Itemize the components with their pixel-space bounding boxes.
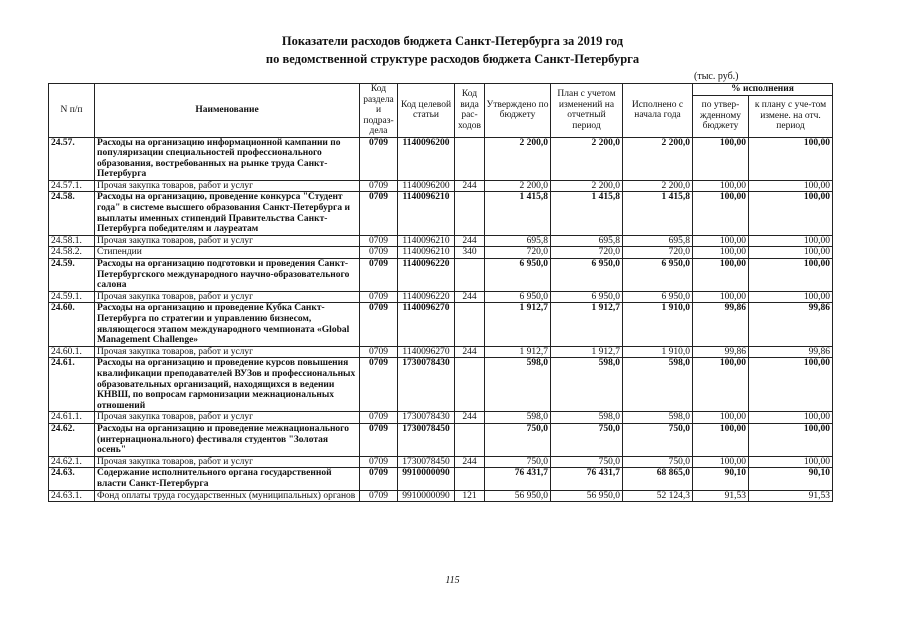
cell-pct-plan: 90,10 — [749, 468, 833, 490]
cell-article: 1730078430 — [398, 412, 455, 424]
cell-section: 0709 — [360, 423, 398, 456]
cell-approved: 6 950,0 — [485, 259, 551, 292]
cell-article: 1140096270 — [398, 303, 455, 346]
cell-approved: 1 415,8 — [485, 192, 551, 235]
cell-pct-approved: 99,86 — [693, 303, 749, 346]
cell-pct-plan: 100,00 — [749, 259, 833, 292]
table-row — [49, 247, 833, 259]
cell-num: 24.61. — [49, 358, 95, 412]
report-title-line1: Показатели расходов бюджета Санкт-Петербурга за 2019 год — [281, 34, 624, 48]
header-pct-plan: к плану с уче-том измене. на отч. период — [749, 95, 833, 137]
header-plan: План с учетом изменений на отчетный период — [551, 84, 623, 138]
table-row — [49, 412, 833, 424]
cell-type — [455, 137, 485, 180]
cell-article: 1140096210 — [398, 247, 455, 259]
cell-num: 24.57.1. — [49, 180, 95, 192]
cell-plan: 750,0 — [551, 423, 623, 456]
cell-plan: 2 200,0 — [551, 180, 623, 192]
header-section: Код раздела и подраз-дела — [360, 84, 398, 138]
cell-pct-plan: 100,00 — [749, 358, 833, 412]
cell-section: 0709 — [360, 235, 398, 247]
cell-plan: 2 200,0 — [551, 137, 623, 180]
cell-name: Расходы на организацию и проведение курсов повышения квалификации преподавателей ВУЗов и профессиональных образовательных организаций, находящихся в ведении КНВШ, по вопросам гармонизации межнациональных отношений — [95, 358, 360, 412]
cell-executed: 750,0 — [623, 456, 693, 468]
expenses-table — [48, 83, 833, 502]
table-row — [49, 235, 833, 247]
cell-executed: 68 865,0 — [623, 468, 693, 490]
cell-name: Прочая закупка товаров, работ и услуг — [95, 456, 360, 468]
cell-type: 244 — [455, 235, 485, 247]
table-row — [49, 192, 833, 235]
cell-num: 24.63.1. — [49, 490, 95, 502]
cell-name: Прочая закупка товаров, работ и услуг — [95, 346, 360, 358]
cell-pct-approved: 100,00 — [693, 358, 749, 412]
report-title-line2: по ведомственной структуре расходов бюджета Санкт-Петербурга — [265, 52, 640, 66]
cell-approved: 750,0 — [485, 423, 551, 456]
cell-num: 24.63. — [49, 468, 95, 490]
cell-section: 0709 — [360, 180, 398, 192]
table-row — [49, 346, 833, 358]
cell-executed: 52 124,3 — [623, 490, 693, 502]
cell-pct-approved: 100,00 — [693, 291, 749, 303]
cell-plan: 598,0 — [551, 358, 623, 412]
cell-article: 1140096220 — [398, 291, 455, 303]
cell-name: Расходы на организацию и проведение межнационального (интернационального) фестиваля студентов "Золотая осень" — [95, 423, 360, 456]
cell-type: 244 — [455, 412, 485, 424]
cell-executed: 2 200,0 — [623, 137, 693, 180]
cell-name: Расходы на организацию подготовки и проведения Санкт-Петербургского международного научно-образовательного салона — [95, 259, 360, 292]
cell-type: 121 — [455, 490, 485, 502]
cell-pct-plan: 100,00 — [749, 137, 833, 180]
cell-pct-plan: 100,00 — [749, 423, 833, 456]
cell-name: Расходы на организацию информационной кампании по популяризации специальностей профессионального образования, востребованных на рынке труда Санкт-Петербурга — [95, 137, 360, 180]
cell-plan: 720,0 — [551, 247, 623, 259]
cell-name: Прочая закупка товаров, работ и услуг — [95, 235, 360, 247]
cell-type — [455, 303, 485, 346]
cell-num: 24.59.1. — [49, 291, 95, 303]
cell-article: 1140096220 — [398, 259, 455, 292]
cell-approved: 598,0 — [485, 358, 551, 412]
cell-approved: 56 950,0 — [485, 490, 551, 502]
cell-pct-approved: 100,00 — [693, 235, 749, 247]
cell-article: 1140096200 — [398, 180, 455, 192]
cell-section: 0709 — [360, 490, 398, 502]
cell-pct-approved: 100,00 — [693, 412, 749, 424]
table-row — [49, 259, 833, 292]
cell-article: 1140096270 — [398, 346, 455, 358]
cell-executed: 2 200,0 — [623, 180, 693, 192]
table-row — [49, 303, 833, 346]
cell-approved: 1 912,7 — [485, 303, 551, 346]
cell-pct-plan: 100,00 — [749, 247, 833, 259]
cell-pct-plan: 100,00 — [749, 456, 833, 468]
cell-num: 24.61.1. — [49, 412, 95, 424]
cell-type: 244 — [455, 180, 485, 192]
cell-num: 24.58.1. — [49, 235, 95, 247]
cell-type: 244 — [455, 456, 485, 468]
cell-article: 1730078430 — [398, 358, 455, 412]
cell-plan: 6 950,0 — [551, 291, 623, 303]
cell-num: 24.58. — [49, 192, 95, 235]
cell-pct-approved: 91,53 — [693, 490, 749, 502]
cell-approved: 6 950,0 — [485, 291, 551, 303]
cell-executed: 598,0 — [623, 358, 693, 412]
cell-pct-plan: 91,53 — [749, 490, 833, 502]
cell-pct-approved: 99,86 — [693, 346, 749, 358]
cell-executed: 6 950,0 — [623, 291, 693, 303]
cell-approved: 2 200,0 — [485, 180, 551, 192]
cell-name: Прочая закупка товаров, работ и услуг — [95, 412, 360, 424]
cell-plan: 750,0 — [551, 456, 623, 468]
cell-pct-plan: 99,86 — [749, 303, 833, 346]
cell-type — [455, 423, 485, 456]
cell-section: 0709 — [360, 247, 398, 259]
cell-name: Содержание исполнительного органа государственной власти Санкт-Петербурга — [95, 468, 360, 490]
cell-approved: 1 912,7 — [485, 346, 551, 358]
header-num: N п/п — [49, 84, 95, 138]
cell-plan: 1 912,7 — [551, 346, 623, 358]
cell-name: Стипендии — [95, 247, 360, 259]
cell-num: 24.59. — [49, 259, 95, 292]
table-row — [49, 490, 833, 502]
cell-executed: 1 910,0 — [623, 346, 693, 358]
cell-type: 244 — [455, 346, 485, 358]
cell-pct-approved: 100,00 — [693, 180, 749, 192]
cell-pct-plan: 100,00 — [749, 192, 833, 235]
cell-name: Прочая закупка товаров, работ и услуг — [95, 291, 360, 303]
table-row — [49, 358, 833, 412]
cell-plan: 76 431,7 — [551, 468, 623, 490]
header-type: Код вида рас-ходов — [455, 84, 485, 138]
header-name: Наименование — [95, 84, 360, 138]
cell-name: Расходы на организацию и проведение Кубка Санкт-Петербурга по стратегии и управлению бизнесом, являющегося этапом международного чемпионата «Global Management Challenge» — [95, 303, 360, 346]
cell-section: 0709 — [360, 468, 398, 490]
cell-type — [455, 192, 485, 235]
cell-section: 0709 — [360, 456, 398, 468]
cell-article: 1730078450 — [398, 423, 455, 456]
cell-pct-plan: 100,00 — [749, 412, 833, 424]
cell-type — [455, 468, 485, 490]
cell-type: 340 — [455, 247, 485, 259]
cell-approved: 598,0 — [485, 412, 551, 424]
cell-plan: 6 950,0 — [551, 259, 623, 292]
cell-type — [455, 358, 485, 412]
cell-approved: 720,0 — [485, 247, 551, 259]
cell-article: 1140096210 — [398, 192, 455, 235]
cell-approved: 750,0 — [485, 456, 551, 468]
cell-pct-approved: 100,00 — [693, 259, 749, 292]
cell-name: Фонд оплаты труда государственных (муниципальных) органов — [95, 490, 360, 502]
cell-plan: 598,0 — [551, 412, 623, 424]
cell-section: 0709 — [360, 303, 398, 346]
table-row — [49, 137, 833, 180]
cell-article: 1140096210 — [398, 235, 455, 247]
cell-article: 9910000090 — [398, 490, 455, 502]
cell-pct-approved: 100,00 — [693, 137, 749, 180]
cell-num: 24.62. — [49, 423, 95, 456]
cell-pct-plan: 99,86 — [749, 346, 833, 358]
units-label: (тыс. руб.) — [694, 71, 739, 82]
cell-pct-approved: 100,00 — [693, 456, 749, 468]
cell-type — [455, 259, 485, 292]
cell-plan: 56 950,0 — [551, 490, 623, 502]
header-article: Код целевой статьи — [398, 84, 455, 138]
cell-section: 0709 — [360, 346, 398, 358]
cell-executed: 750,0 — [623, 423, 693, 456]
cell-executed: 1 910,0 — [623, 303, 693, 346]
cell-approved: 2 200,0 — [485, 137, 551, 180]
cell-pct-plan: 100,00 — [749, 291, 833, 303]
header-executed: Исполнено с начала года — [623, 84, 693, 138]
cell-num: 24.62.1. — [49, 456, 95, 468]
cell-executed: 695,8 — [623, 235, 693, 247]
page-number: 115 — [445, 575, 460, 586]
cell-executed: 1 415,8 — [623, 192, 693, 235]
cell-approved: 695,8 — [485, 235, 551, 247]
cell-article: 1140096200 — [398, 137, 455, 180]
cell-name: Расходы на организацию, проведение конкурса "Студент года" в системе высшего образования Санкт-Петербурга и выплаты именных стипендий Правительства Санкт-Петербурга победителям и лауреатам — [95, 192, 360, 235]
cell-pct-plan: 100,00 — [749, 180, 833, 192]
cell-executed: 598,0 — [623, 412, 693, 424]
cell-section: 0709 — [360, 412, 398, 424]
cell-plan: 1 415,8 — [551, 192, 623, 235]
cell-num: 24.60.1. — [49, 346, 95, 358]
cell-section: 0709 — [360, 192, 398, 235]
cell-article: 1730078450 — [398, 456, 455, 468]
cell-plan: 695,8 — [551, 235, 623, 247]
cell-section: 0709 — [360, 259, 398, 292]
cell-section: 0709 — [360, 291, 398, 303]
cell-pct-approved: 100,00 — [693, 247, 749, 259]
cell-plan: 1 912,7 — [551, 303, 623, 346]
header-pct-approved: по утвер-жденному бюджету — [693, 95, 749, 137]
cell-executed: 720,0 — [623, 247, 693, 259]
cell-name: Прочая закупка товаров, работ и услуг — [95, 180, 360, 192]
cell-pct-approved: 100,00 — [693, 423, 749, 456]
cell-article: 9910000090 — [398, 468, 455, 490]
table-row — [49, 456, 833, 468]
table-row — [49, 423, 833, 456]
cell-executed: 6 950,0 — [623, 259, 693, 292]
cell-num: 24.57. — [49, 137, 95, 180]
table-row — [49, 180, 833, 192]
table-row — [49, 291, 833, 303]
cell-section: 0709 — [360, 358, 398, 412]
cell-num: 24.58.2. — [49, 247, 95, 259]
cell-pct-plan: 100,00 — [749, 235, 833, 247]
cell-approved: 76 431,7 — [485, 468, 551, 490]
cell-num: 24.60. — [49, 303, 95, 346]
header-approved: Утверждено по бюджету — [485, 84, 551, 138]
header-pct-group: % исполнения — [693, 84, 833, 96]
cell-pct-approved: 100,00 — [693, 192, 749, 235]
cell-section: 0709 — [360, 137, 398, 180]
cell-type: 244 — [455, 291, 485, 303]
cell-pct-approved: 90,10 — [693, 468, 749, 490]
table-row — [49, 468, 833, 490]
